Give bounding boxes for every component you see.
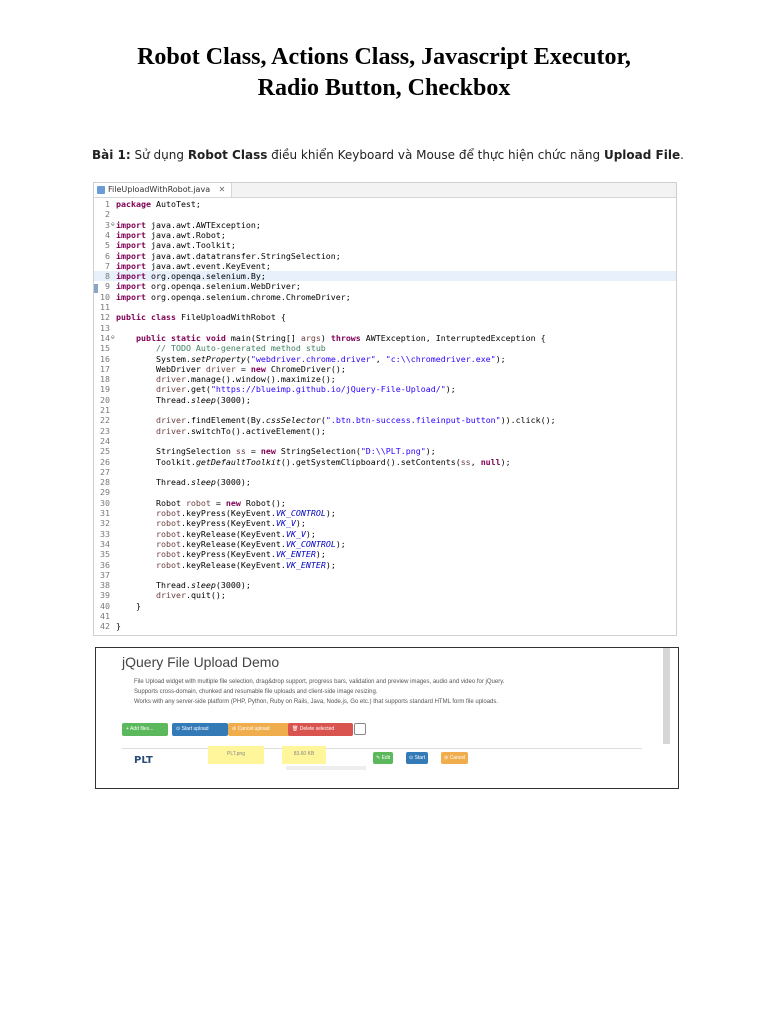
demo-desc-line-3: Works with any server-side platform (PHP, Python, Ruby on Rails, Java, Node.js, Go etc.) that supports standard HTML form file uploads.	[134, 699, 499, 705]
line-number: 3	[105, 219, 110, 230]
line-number: 33	[100, 528, 110, 539]
fold-marker-icon[interactable]: ⊖	[111, 333, 115, 341]
code-line[interactable]	[94, 261, 676, 271]
title-line-1: Robot Class, Actions Class, Javascript Executor,	[137, 44, 631, 70]
code-text: import java.awt.Robot;	[116, 229, 226, 240]
code-text: robot.keyRelease(KeyEvent.VK_V);	[155, 528, 316, 539]
code-text: Thread.sleep(3000);	[116, 394, 251, 405]
file-thumbnail-logo: PLT	[134, 755, 153, 766]
line-number: 9	[105, 281, 110, 292]
code-line[interactable]	[94, 240, 676, 250]
cancel-button[interactable]: ⊘ Cancel	[441, 752, 468, 764]
editor-tab-bar	[94, 183, 676, 198]
code-line[interactable]	[94, 220, 676, 230]
code-line[interactable]	[94, 302, 676, 312]
fold-marker-icon[interactable]: ⊖	[111, 220, 115, 228]
document-title	[0, 42, 768, 104]
start-button[interactable]: ⊙ Start	[406, 752, 428, 764]
code-line[interactable]	[94, 498, 676, 508]
code-line[interactable]	[94, 487, 676, 497]
code-line[interactable]	[94, 549, 676, 559]
code-line[interactable]	[94, 384, 676, 394]
code-text: import java.awt.event.KeyEvent;	[116, 260, 271, 271]
start-upload-button[interactable]: ⊙ Start upload	[172, 723, 228, 736]
code-text: System.setProperty("webdriver.chrome.driver", "c:\\chromedriver.exe");	[116, 353, 506, 364]
line-number: 31	[100, 508, 110, 518]
code-text: import org.openqa.selenium.By;	[116, 271, 266, 282]
code-line[interactable]	[94, 477, 676, 487]
line-number: 27	[100, 466, 110, 477]
code-line[interactable]	[94, 570, 676, 580]
code-line[interactable]	[94, 467, 676, 477]
code-text: WebDriver driver = new ChromeDriver();	[116, 363, 346, 374]
code-line[interactable]	[94, 271, 676, 281]
code-text: robot.keyRelease(KeyEvent.VK_CONTROL);	[155, 538, 346, 549]
code-line[interactable]	[94, 436, 676, 446]
line-number: 32	[100, 518, 110, 529]
exercise-text-2: điều khiển Keyboard và Mouse để thực hiện chức năng	[267, 148, 604, 162]
code-line[interactable]	[94, 230, 676, 240]
code-line[interactable]	[94, 457, 676, 467]
java-file-icon	[97, 186, 105, 194]
exercise-bold-upload: Upload File	[603, 148, 681, 162]
code-text: public static void main(String[] args) throws AWTException, InterruptedException {	[135, 332, 546, 343]
code-line[interactable]	[94, 560, 676, 570]
demo-description	[134, 677, 654, 707]
line-number: 34	[100, 538, 110, 549]
code-text: Toolkit.getDefaultToolkit().getSystemClipboard().setContents(ss, null);	[116, 456, 511, 467]
scrollbar[interactable]	[663, 648, 670, 744]
line-number: 6	[105, 250, 110, 261]
code-line[interactable]	[94, 312, 676, 322]
line-number: 8	[105, 271, 110, 282]
file-size: 83.60 KB	[282, 746, 326, 764]
line-number: 39	[100, 590, 110, 601]
file-name: PLT.png	[208, 746, 264, 764]
code-text: Thread.sleep(3000);	[116, 477, 251, 488]
code-line[interactable]	[94, 590, 676, 600]
code-text: driver.quit();	[155, 590, 226, 601]
code-text: driver.findElement(By.cssSelector(".btn.btn-success.fileinput-button")).click();	[155, 415, 556, 426]
line-number: 7	[105, 260, 110, 271]
code-line[interactable]	[94, 395, 676, 405]
line-number: 26	[100, 456, 110, 467]
code-text: robot.keyPress(KeyEvent.VK_CONTROL);	[155, 508, 336, 518]
code-text: // TODO Auto-generated method stub	[155, 343, 326, 354]
code-line[interactable]	[94, 621, 676, 631]
editor-tab-title: FileUploadWithRobot.java	[108, 185, 211, 194]
line-number: 35	[100, 549, 110, 560]
line-number: 10	[100, 291, 110, 302]
code-text: Thread.sleep(3000);	[116, 580, 251, 591]
code-line[interactable]	[94, 343, 676, 353]
line-number: 19	[100, 384, 110, 395]
exercise-text-3: .	[680, 148, 684, 162]
close-icon[interactable]: ✕	[218, 185, 226, 194]
code-text: }	[116, 621, 121, 632]
line-number: 41	[100, 611, 110, 621]
code-line[interactable]	[94, 601, 676, 611]
demo-title: jQuery File Upload Demo	[122, 654, 280, 670]
line-number: 36	[100, 559, 110, 570]
code-text: robot.keyRelease(KeyEvent.VK_ENTER);	[155, 559, 336, 570]
select-all-checkbox[interactable]	[354, 723, 366, 735]
code-line[interactable]	[94, 199, 676, 209]
title-line-2: Radio Button, Checkbox	[257, 75, 511, 101]
code-text: import org.openqa.selenium.chrome.ChromeDriver;	[116, 291, 351, 302]
line-number: 2	[105, 209, 110, 220]
code-line[interactable]	[94, 518, 676, 528]
code-text: Robot robot = new Robot();	[116, 497, 286, 508]
code-line[interactable]	[94, 611, 676, 621]
line-number: 17	[100, 363, 110, 374]
exercise-paragraph	[92, 148, 684, 162]
line-number: 12	[100, 312, 110, 323]
upload-demo-screenshot	[95, 647, 679, 789]
line-number: 28	[100, 477, 110, 488]
code-text: package AutoTest;	[116, 199, 201, 209]
line-number: 22	[100, 415, 110, 426]
demo-desc-line-1: File Upload widget with multiple file selection, drag&drop support, progress bars, validation and preview images, audio and video for jQuery.	[134, 679, 505, 685]
editor-tab[interactable]	[94, 183, 232, 197]
code-text: import org.openqa.selenium.WebDriver;	[116, 281, 301, 292]
code-line[interactable]	[94, 281, 676, 291]
code-text: import java.awt.Toolkit;	[116, 240, 236, 251]
exercise-text-1: Sử dụng	[130, 148, 188, 162]
code-text: driver.get("https://blueimp.github.io/jQuery-File-Upload/");	[155, 384, 456, 395]
code-line[interactable]	[94, 415, 676, 425]
code-line[interactable]	[94, 446, 676, 456]
line-number: 38	[100, 580, 110, 591]
code-text: robot.keyPress(KeyEvent.VK_V);	[155, 518, 306, 529]
line-number: 23	[100, 425, 110, 436]
code-line[interactable]	[94, 405, 676, 415]
code-line[interactable]	[94, 580, 676, 590]
line-number: 15	[100, 343, 110, 354]
line-number: 25	[100, 446, 110, 457]
code-line[interactable]	[94, 529, 676, 539]
line-number: 16	[100, 353, 110, 364]
line-number: 24	[100, 435, 110, 446]
code-text: public class FileUploadWithRobot {	[116, 312, 286, 323]
code-line[interactable]	[94, 323, 676, 333]
code-text: robot.keyPress(KeyEvent.VK_ENTER);	[155, 549, 326, 560]
file-row-divider	[122, 748, 642, 749]
line-number: 13	[100, 322, 110, 333]
line-number: 42	[100, 621, 110, 632]
code-text: driver.switchTo().activeElement();	[155, 425, 326, 436]
code-line[interactable]	[94, 374, 676, 384]
code-line[interactable]	[94, 539, 676, 549]
line-number: 40	[100, 600, 110, 611]
code-text: }	[116, 600, 141, 611]
code-line[interactable]	[94, 333, 676, 343]
code-editor-screenshot	[93, 182, 677, 636]
line-number: 18	[100, 374, 110, 385]
code-text: StringSelection ss = new StringSelection("D:\\PLT.png");	[116, 446, 436, 457]
line-number: 5	[105, 240, 110, 251]
exercise-bold-robot: Robot Class	[187, 148, 268, 162]
add-files-button[interactable]: + Add files...	[122, 723, 168, 736]
code-line[interactable]	[94, 292, 676, 302]
line-number: 4	[105, 229, 110, 240]
code-line[interactable]	[94, 508, 676, 518]
delete-selected-button[interactable]: 🗑 Delete selected	[288, 723, 353, 736]
line-number: 30	[100, 497, 110, 508]
cancel-upload-button[interactable]: ⊘ Cancel upload	[228, 723, 290, 736]
code-area[interactable]	[94, 198, 676, 635]
line-number: 14	[100, 332, 110, 343]
upload-progress-bar	[286, 766, 366, 770]
code-line[interactable]	[94, 251, 676, 261]
line-number: 20	[100, 394, 110, 405]
code-line[interactable]	[94, 426, 676, 436]
code-line[interactable]	[94, 364, 676, 374]
code-line[interactable]	[94, 209, 676, 219]
line-number: 1	[105, 199, 110, 209]
line-number: 29	[100, 487, 110, 498]
exercise-label: Bài 1:	[92, 148, 131, 162]
line-number: 37	[100, 569, 110, 580]
code-text: import java.awt.AWTException;	[116, 219, 261, 230]
line-number: 21	[100, 405, 110, 415]
line-number: 11	[100, 302, 110, 312]
demo-desc-line-2: Supports cross-domain, chunked and resumable file uploads and client-side image resizing.	[134, 689, 378, 695]
code-line[interactable]	[94, 354, 676, 364]
code-text: import java.awt.datatransfer.StringSelection;	[116, 250, 341, 261]
code-text: driver.manage().window().maximize();	[155, 374, 336, 385]
edit-button[interactable]: ✎ Edit	[373, 752, 393, 764]
